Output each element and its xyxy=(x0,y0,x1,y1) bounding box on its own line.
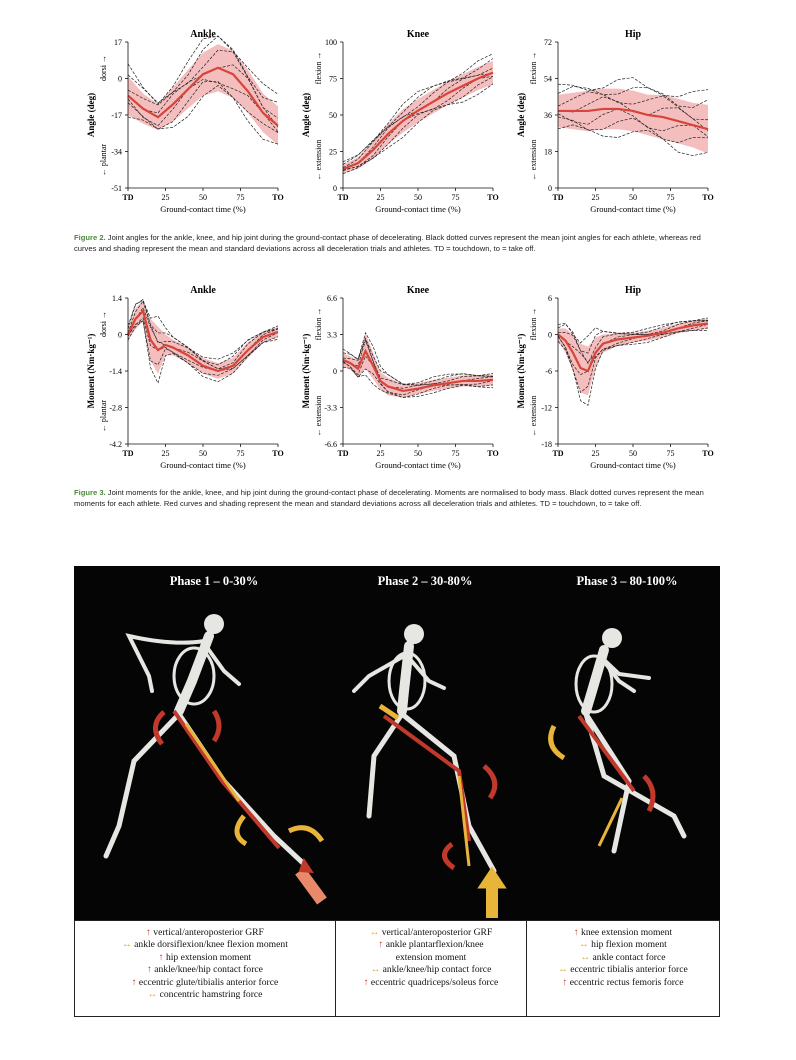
x-tick-label: TO xyxy=(487,193,499,202)
y-axis-label: Angle (deg) xyxy=(86,92,96,138)
y-tick-label: 0 xyxy=(333,367,337,376)
x-tick-label: TO xyxy=(272,449,284,458)
y-tick-label: -6.6 xyxy=(324,440,337,449)
x-tick-label: 50 xyxy=(629,193,637,202)
phase-1-summary-line xyxy=(75,927,335,939)
phase-3-summary-box xyxy=(526,920,720,1017)
x-axis-label: Ground-contact time (%) xyxy=(590,460,676,470)
x-axis-label: Ground-contact time (%) xyxy=(375,204,461,214)
y-tick-label: 3.3 xyxy=(327,330,337,340)
x-axis-label: Ground-contact time (%) xyxy=(375,460,461,470)
y-tick-label: -17 xyxy=(111,111,122,120)
increase-arrow-icon: ↑ xyxy=(131,976,137,988)
x-axis-label: Ground-contact time (%) xyxy=(160,204,246,214)
panel-title: Ankle xyxy=(190,285,216,296)
x-tick-label: TD xyxy=(337,449,349,458)
figure-3-knee-plot xyxy=(285,284,505,476)
summary-text: eccentric glute/tibialis anterior force xyxy=(136,976,279,988)
bidirectional-arrow-icon: ↔ xyxy=(370,964,381,976)
x-tick-label: TO xyxy=(272,193,284,202)
phase-1-summary-line xyxy=(75,989,335,1001)
summary-text: knee extension moment xyxy=(578,927,673,938)
increase-arrow-icon: ↑ xyxy=(158,951,164,963)
summary-text: ankle dorsiflexion/knee flexion moment xyxy=(131,939,288,951)
phase-1-summary-line xyxy=(75,939,335,951)
x-axis-label: Ground-contact time (%) xyxy=(590,204,676,214)
panel-title: Hip xyxy=(624,29,642,40)
x-tick-label: 25 xyxy=(161,449,170,458)
x-tick-label: TO xyxy=(487,449,499,458)
figure-3-ankle-plot xyxy=(70,284,290,476)
y-tick-label: 18 xyxy=(544,147,552,157)
phase-2-summary-line xyxy=(336,927,526,939)
y-axis-label: Angle (deg) xyxy=(516,92,526,138)
figure-2-caption-text: Joint angles for the ankle, knee, and hip joint during the ground-contact phase of decelerating. Black dotted curves represent the mean joint angles for each athlete, whereas red curves and shading represent the mean and standard deviations across all deceleration trials and athletes. TD = touchdown, to = take off. xyxy=(74,233,701,253)
figure-2-hip-plot xyxy=(500,28,720,220)
phase-3-summary-line xyxy=(527,964,719,976)
x-tick-label: 25 xyxy=(376,449,385,458)
increase-arrow-icon: ↑ xyxy=(378,939,384,951)
x-tick-label: 75 xyxy=(451,449,460,458)
x-tick-label: 75 xyxy=(451,193,460,202)
figure-3-caption-label: Figure 3. xyxy=(74,488,106,497)
x-tick-label: TD xyxy=(552,193,564,202)
x-tick-label: 50 xyxy=(199,193,207,202)
panel-title: Knee xyxy=(406,29,430,40)
x-tick-label: 25 xyxy=(591,193,600,202)
bidirectional-arrow-icon: ↔ xyxy=(369,927,380,938)
y-tick-label: -2.8 xyxy=(109,403,122,413)
x-tick-label: 75 xyxy=(236,449,245,458)
phase-3-summary-line xyxy=(527,927,719,939)
phase-2-summary-box xyxy=(335,920,527,1017)
summary-text: ankle/knee/hip contact force xyxy=(380,964,492,976)
phase-1-summary-line xyxy=(75,964,335,976)
phase-1-skeleton xyxy=(106,614,304,864)
y-tick-label: 100 xyxy=(325,38,337,47)
direction-label-negative: ← extension xyxy=(529,139,538,181)
x-tick-label: 50 xyxy=(199,449,207,458)
increase-arrow-icon: ↑ xyxy=(146,927,151,938)
x-tick-label: 25 xyxy=(376,193,385,202)
x-tick-label: TD xyxy=(552,449,564,458)
figure-3-hip-plot xyxy=(500,284,720,476)
skeleton-illustration xyxy=(74,566,720,920)
x-tick-label: 50 xyxy=(629,449,637,458)
y-axis-label: Moment (Nm·kg⁻¹) xyxy=(516,333,526,409)
figure-2-ankle-plot xyxy=(70,28,290,220)
direction-label-positive: flexion → xyxy=(314,307,323,341)
y-tick-label: -51 xyxy=(111,184,122,193)
x-tick-label: TD xyxy=(337,193,349,202)
phase-3-skeleton xyxy=(576,628,684,851)
y-tick-label: -1.4 xyxy=(109,367,122,376)
phase-2-title: Phase 2 – 30-80% xyxy=(377,574,473,588)
y-tick-label: 0 xyxy=(548,330,552,340)
phase-3-summary-line xyxy=(527,939,719,951)
summary-text: vertical/anteroposterior GRF xyxy=(150,927,264,938)
y-tick-label: 17 xyxy=(114,38,122,47)
figure-2-caption xyxy=(74,233,722,254)
x-tick-label: TO xyxy=(702,193,714,202)
y-tick-label: -12 xyxy=(541,403,552,413)
phase-1-summary-line xyxy=(75,952,335,964)
direction-label-negative: ← plantar xyxy=(99,143,108,177)
direction-label-positive: flexion → xyxy=(529,307,538,341)
x-tick-label: 25 xyxy=(591,449,600,458)
y-tick-label: 6.6 xyxy=(327,294,337,303)
panel-title: Ankle xyxy=(190,29,216,40)
y-tick-label: 1.4 xyxy=(112,294,122,303)
phase-2-summary-line xyxy=(336,977,526,989)
increase-arrow-icon: ↑ xyxy=(363,976,369,988)
increase-arrow-icon: ↑ xyxy=(147,964,152,976)
phase-2-summary-line xyxy=(336,939,526,951)
direction-label-negative: ← extension xyxy=(314,139,323,181)
y-tick-label: -34 xyxy=(111,147,122,157)
x-tick-label: TD xyxy=(122,449,134,458)
summary-text: extension moment xyxy=(395,951,467,963)
y-tick-label: 54 xyxy=(544,74,552,84)
y-tick-label: 75 xyxy=(329,74,337,84)
bidirectional-arrow-icon: ↔ xyxy=(580,951,591,963)
direction-label-negative: ← extension xyxy=(314,395,323,437)
direction-label-positive: dorsi → xyxy=(99,55,108,81)
summary-text: eccentric tibialis anterior force xyxy=(567,964,688,976)
phase-1-title: Phase 1 – 0-30% xyxy=(169,574,259,588)
direction-label-positive: flexion → xyxy=(529,51,538,85)
phase-2-summary-line xyxy=(336,964,526,976)
x-tick-label: 25 xyxy=(161,193,170,202)
bidirectional-arrow-icon: ↔ xyxy=(558,964,568,976)
direction-label-positive: flexion → xyxy=(314,51,323,85)
y-tick-label: -3.3 xyxy=(324,403,337,413)
bidirectional-arrow-icon: ↔ xyxy=(122,939,132,951)
y-tick-label: -18 xyxy=(541,440,552,449)
phase-2-arrows xyxy=(380,706,502,918)
y-tick-label: -4.2 xyxy=(109,440,122,449)
summary-text: ankle/knee/hip contact force xyxy=(151,964,263,976)
phase-3-summary-line xyxy=(527,977,719,989)
x-tick-label: 50 xyxy=(414,449,422,458)
sd-band xyxy=(558,319,708,396)
phase-3-summary-line xyxy=(527,952,719,964)
y-tick-label: 72 xyxy=(544,38,552,47)
x-tick-label: TD xyxy=(122,193,134,202)
summary-text: hip extension moment xyxy=(163,951,252,963)
y-tick-label: 6 xyxy=(548,294,552,303)
summary-text: vertical/anteroposterior GRF xyxy=(379,927,493,938)
y-tick-label: 36 xyxy=(544,111,552,120)
phase-1-summary-line xyxy=(75,977,335,989)
summary-text: concentric hamstring force xyxy=(157,989,263,1001)
direction-label-negative: ← plantar xyxy=(99,399,108,433)
figure-2-knee-plot xyxy=(285,28,505,220)
x-tick-label: 75 xyxy=(236,193,245,202)
bidirectional-arrow-icon: ↔ xyxy=(579,939,589,951)
x-axis-label: Ground-contact time (%) xyxy=(160,460,246,470)
direction-label-negative: ← extension xyxy=(529,395,538,437)
figure-3-caption xyxy=(74,488,722,509)
y-tick-label: 25 xyxy=(329,147,337,157)
bidirectional-arrow-icon: ↔ xyxy=(147,989,158,1001)
y-tick-label: 0 xyxy=(118,74,122,84)
y-axis-label: Moment (Nm·kg⁻¹) xyxy=(301,333,311,409)
increase-arrow-icon: ↑ xyxy=(562,976,568,988)
figure-2-caption-label: Figure 2. xyxy=(74,233,106,242)
summary-text: ankle contact force xyxy=(590,951,666,963)
panel-title: Hip xyxy=(624,285,642,296)
x-tick-label: 75 xyxy=(666,193,675,202)
y-axis-label: Moment (Nm·kg⁻¹) xyxy=(86,333,96,409)
sd-band xyxy=(558,89,708,154)
direction-label-positive: dorsi → xyxy=(99,311,108,337)
phase-3-title: Phase 3 – 80-100% xyxy=(576,574,678,588)
phase-1-arrows xyxy=(155,711,322,901)
figure-3-caption-text: Joint moments for the ankle, knee, and hip joint during the ground-contact phase of decelerating. Moments are normalised to body mass. Black dotted curves represent the mean moments for each athlete. Red curves and shading represent the mean and standard deviations across all deceleration trials and athletes. TD = touchdown, to = take off. xyxy=(74,488,704,508)
panel-title: Knee xyxy=(406,285,430,296)
summary-text: ankle plantarflexion/knee xyxy=(383,939,484,951)
increase-arrow-icon: ↑ xyxy=(573,927,579,938)
y-tick-label: -6 xyxy=(545,367,552,376)
summary-text: eccentric quadriceps/soleus force xyxy=(368,976,499,988)
phase-1-summary-box xyxy=(74,920,336,1017)
x-tick-label: 75 xyxy=(666,449,675,458)
phase-2-summary-line xyxy=(336,952,526,964)
y-tick-label: 0 xyxy=(118,330,122,340)
summary-text: eccentric rectus femoris force xyxy=(567,976,684,988)
y-tick-label: 0 xyxy=(333,184,337,193)
summary-text: hip flexion moment xyxy=(588,939,667,951)
x-tick-label: TO xyxy=(702,449,714,458)
y-tick-label: 0 xyxy=(548,184,552,193)
x-tick-label: 50 xyxy=(414,193,422,202)
y-axis-label: Angle (deg) xyxy=(301,92,311,138)
y-tick-label: 50 xyxy=(329,111,337,120)
